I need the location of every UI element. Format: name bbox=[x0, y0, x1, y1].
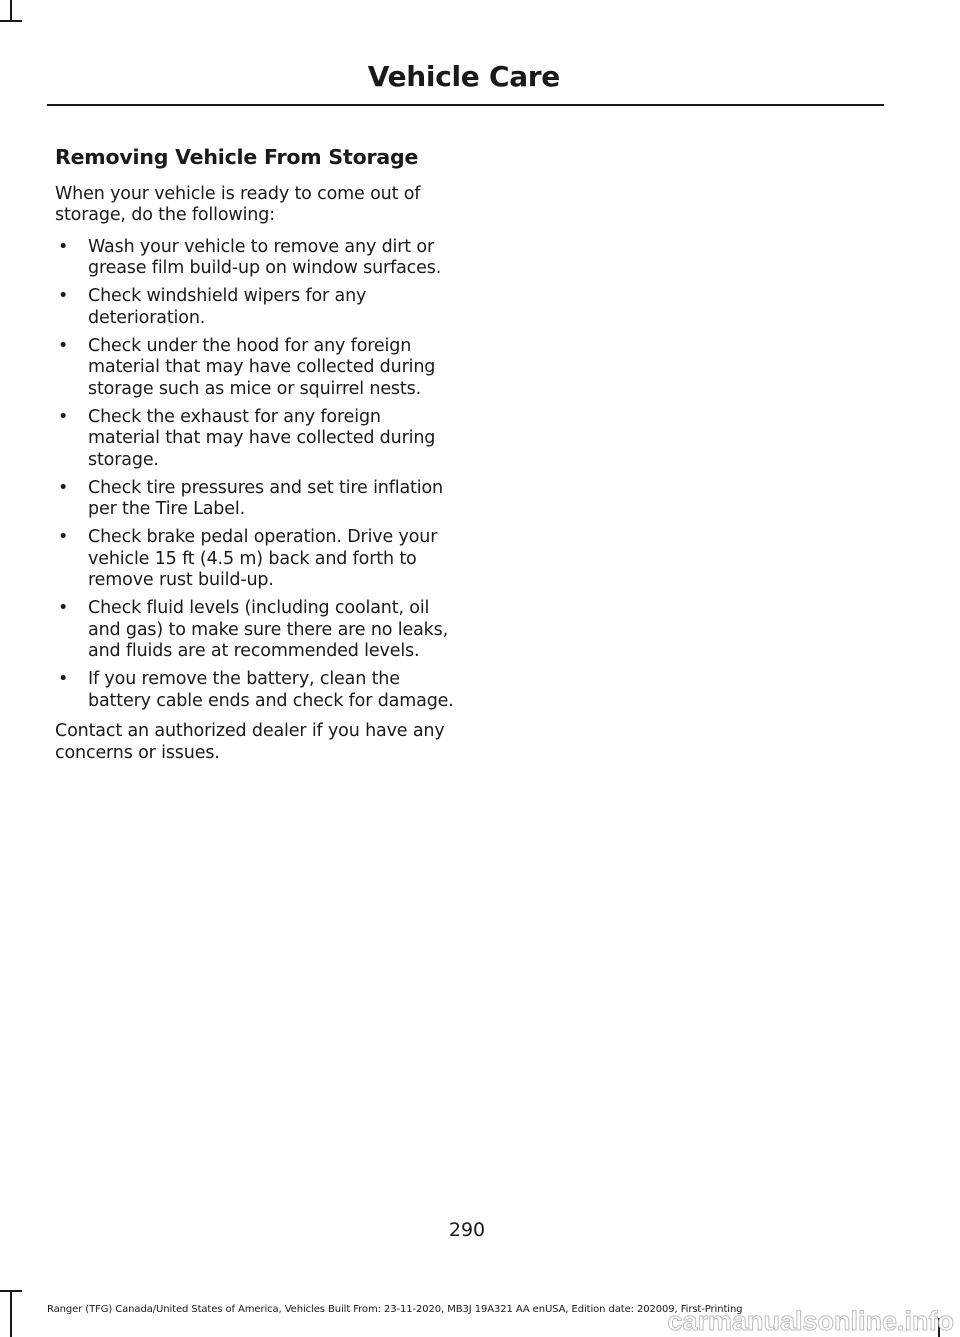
list-item-text: Check the exhaust for any foreign material that may have collected during storage. bbox=[88, 406, 436, 470]
crop-mark-top-left-vertical bbox=[10, 0, 12, 22]
list-item bbox=[55, 237, 455, 280]
intro-paragraph: When your vehicle is ready to come out of storage, do the following: bbox=[55, 183, 421, 226]
page-header-title: Vehicle Care bbox=[367, 60, 560, 93]
list-item-text: Check windshield wipers for any deterioration. bbox=[88, 286, 367, 328]
bullet-icon: • bbox=[58, 406, 69, 427]
bullet-icon: • bbox=[58, 236, 69, 257]
watermark: carmanualsonline.info bbox=[667, 1306, 954, 1336]
list-item-text: Check under the hood for any foreign material that may have collected during storage such as mice or squirrel nests. bbox=[88, 335, 436, 399]
list-item bbox=[55, 478, 455, 521]
list-item-text: Wash your vehicle to remove any dirt or grease film build-up on window surfaces. bbox=[88, 236, 442, 279]
list-item-text: Check brake pedal operation. Drive your vehicle 15 ft (4.5 m) back and forth to remove rust build-up. bbox=[88, 527, 438, 591]
list-item bbox=[55, 527, 455, 592]
header-divider bbox=[47, 104, 884, 106]
bullet-icon: • bbox=[58, 527, 69, 548]
bullet-icon: • bbox=[58, 598, 69, 619]
bullet-icon: • bbox=[58, 335, 69, 356]
list-item-text: Check tire pressures and set tire inflation per the Tire Label. bbox=[88, 477, 443, 520]
crop-mark-bottom-left-vertical bbox=[10, 1290, 12, 1337]
storage-checklist bbox=[55, 237, 455, 713]
list-item bbox=[55, 598, 455, 663]
list-item-text: If you remove the battery, clean the battery cable ends and check for damage. bbox=[88, 669, 454, 711]
crop-mark-top-left-horizontal bbox=[0, 20, 22, 22]
main-content bbox=[55, 145, 455, 764]
bullet-icon: • bbox=[58, 669, 69, 690]
bullet-icon: • bbox=[58, 477, 69, 498]
list-item-text: Check fluid levels (including coolant, oil and gas) to make sure there are no leaks, and fluids are at recommended levels. bbox=[88, 598, 449, 662]
crop-mark-bottom-left-horizontal bbox=[0, 1290, 22, 1292]
list-item bbox=[55, 669, 455, 712]
closing-paragraph: Contact an authorized dealer if you have any concerns or issues. bbox=[55, 721, 445, 763]
list-item bbox=[55, 407, 455, 472]
footer-publication-info: Ranger (TFG) Canada/United States of America, Vehicles Built From: 23-11-2020, MB3J 19A321 AA enUSA, Edition date: 202009, First-Printing bbox=[47, 1304, 743, 1315]
bullet-icon: • bbox=[58, 286, 69, 307]
section-heading: Removing Vehicle From Storage bbox=[55, 145, 419, 169]
list-item bbox=[55, 336, 455, 401]
list-item bbox=[55, 286, 455, 329]
page-number: 290 bbox=[448, 1219, 486, 1241]
